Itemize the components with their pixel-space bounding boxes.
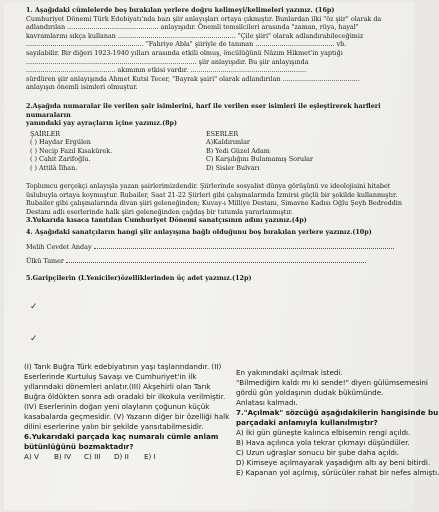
q6-options — [24, 452, 224, 462]
q7-line: gördü gün yoldaşının dudak bükümünde. — [236, 388, 384, 397]
works-column — [206, 130, 386, 172]
artist-name: Ülkü Tamer — [26, 257, 64, 265]
q6-line: Eserlerinde Kurtuluş Savaşı ve Cumhuriyet'in ilk — [24, 372, 197, 381]
q1-line: .................................................................................... şiir anlayışıdır. Bu şiir anlayışında — [26, 57, 309, 66]
answer-blank — [66, 256, 366, 263]
work-item: D) Sisler Bulvarı — [206, 163, 260, 172]
q1-line: sayılabilir. Bir diğeri 1923-1940 yılları arasında etkili olmuş, öncülüğünü Nâzım Hikmet'in yaptığı — [26, 48, 343, 57]
work-item: B) Yedi Güzel Adam — [206, 146, 270, 155]
q1-line: .......................................................... "Fahriye Abla" şiiriyle de tanınan ....................................... vb. — [26, 40, 347, 49]
q6-line: (I) Tarık Buğra Türk edebiyatının yaşı taşlarındandır. (II) — [24, 362, 222, 371]
q6-line: (IV) Eserlerinin doğan yeni olayların çoğunun küçük — [24, 402, 210, 411]
option[interactable]: E) Kapanan yol açılmış, sürücüler rahat bir nefes almıştı. — [236, 468, 439, 477]
poet-item: ( ) Cahit Zarifoğlu. — [30, 155, 91, 164]
q4-answer-row — [26, 240, 394, 254]
q7-line: Anlatası kalmadı. — [236, 398, 298, 407]
answer-blank — [94, 242, 394, 249]
question-7 — [236, 368, 439, 478]
q3-question: 3.Yukarıda kısaca tanıtılan Cumhuriyet Dönemi sanatçısının adını yazınız.(4p) — [26, 216, 307, 225]
option[interactable]: A) İki gün güneşte kalınca elbisemin rengi açıldı. — [236, 428, 411, 437]
q3-line: üslubuyla ortaya koymuştur. Rubailer, Saat 21-22 Şiirleri gibi çalışmalarında İzmirsi güçlü bir şekilde kullanmıştır. — [26, 190, 398, 199]
q2-heading-line: yanındaki yay ayraçların içine yazınız.(8p) — [26, 119, 178, 128]
q4-answers — [26, 240, 394, 268]
q1-line: kavramlarını sıkça kullanan .......................................................... "Çile şiiri" olarak adlandırabileceğimiz — [26, 31, 364, 40]
q6-line: dilini eserlerine yalın bir şekilde yansıtabilmesidir. — [24, 422, 204, 431]
poet-item: ( ) Haydar Ergülen — [30, 138, 91, 147]
question-5: 5.Garipçilerin (I.Yeniciler)özelliklerinden üç adet yazınız.(12p) — [26, 274, 252, 282]
check-mark: ✓ — [30, 302, 38, 312]
option[interactable]: D) II — [114, 452, 129, 461]
exam-sheet — [4, 2, 439, 510]
option[interactable]: B) Hava açılınca yola tekrar çıkmayı düşündüler. — [236, 438, 410, 447]
q1-line: adlandırılan ............................................. anlayışıdır. Önemli temsilcileri arasında "zaman, rüya, hayal" — [26, 23, 359, 32]
question-1 — [26, 6, 398, 92]
artist-name: Melih Cevdet Anday — [26, 243, 92, 251]
q3-line: Rubailer gibi çalışmalarında divan şiiri geleneğinden; Kuvay-ı Milliye Destanı, Simavne Kadısı Oğlu Şeyh Bedreddin — [26, 199, 402, 208]
q3-line: Destanı adlı eserlerinde halk şiiri geleneğinden çağdaş bir tutumla yararlanmıştır. — [26, 207, 293, 216]
works-title: ESERLER — [206, 130, 239, 138]
q7-question: 7."Açılmak" sözcüğü aşağıdakilerin hangisinde bu — [236, 408, 439, 417]
work-item: C) Karşılığını Bulamamış Sorular — [206, 155, 314, 164]
q6-question: 6.Yukarıdaki parçada kaç numaralı cümle anlam — [24, 432, 219, 441]
q1-line: anlayışın önemli isimleri olmuştur. — [26, 83, 138, 92]
q1-line: 1. Aşağıdaki cümlelerde boş bırakılan yerlere doğru kelimeyi/kelimeleri yazınız. (16p) — [26, 6, 335, 14]
option[interactable]: A) V — [24, 452, 39, 461]
option[interactable]: D) Kimseye açılmayarak yaşadığım altı ay beni bitirdi. — [236, 458, 431, 467]
q4-answer-row — [26, 254, 394, 268]
q6-line: kasabalarda geçmesidir. (V) Yazarın diğer bir özelliği halk — [24, 412, 230, 421]
q1-line: Cumhuriyet Dönemi Türk Edebiyatı'nda bazı şiir anlayışları ortaya çıkmıştır. Bunlardan ilki "öz şiir" olarak da — [26, 14, 382, 23]
option[interactable]: C) III — [84, 452, 101, 461]
question-6 — [24, 362, 230, 462]
question-4: 4. Aşağıdaki sanatçıların hangi şiir anlayışına bağlı olduğunu boş bırakılan yerlere yazınız.(10p) — [26, 228, 372, 236]
poet-item: ( ) Necip Fazıl Kısakürek. — [30, 146, 113, 155]
q3-line: Toplumcu gerçekçi anlayışla yazan şairlerimizdendir. Şiirlerinde sosyalist dünya görüşünü ve ideolojisini hitabet — [26, 182, 391, 190]
poet-item: ( ) Attilâ İlhan. — [30, 163, 78, 172]
question-2-heading — [26, 102, 398, 128]
option[interactable]: B) IV — [54, 452, 72, 461]
option[interactable]: C) Uzun uğraşlar sonucu bir şube daha açıldı. — [236, 448, 400, 457]
work-item: A)Kaldırımlar — [206, 138, 250, 147]
poets-title: ŞAİRLER — [30, 130, 61, 138]
question-3 — [26, 182, 402, 225]
check-mark: ✓ — [30, 334, 38, 344]
q6-line: Buğra öldükten sonra adı oradaki bir ilkokula verilmiştir. — [24, 392, 226, 401]
option[interactable]: E) I — [144, 452, 156, 461]
q7-question: parçadaki anlamıyla kullanılmıştır? — [236, 418, 378, 427]
q7-line: "Bilmediğim kaldı mı ki sende!" diyen gülümsemesini — [236, 378, 428, 387]
q1-line: sürdüren şiir anlayışında Ahmet Kutsi Tecer, "Bayrak şairi" olarak adlandırılan ...................................... — [26, 74, 360, 83]
poets-column — [30, 130, 180, 172]
q6-line: yıllarındaki dönemleri anlatır.(III) Akşehirli olan Tarık — [24, 382, 211, 391]
q7-line: En yakınındaki açılmak istedi. — [236, 368, 343, 377]
q6-question: bütünlüğünü bozmaktadır? — [24, 442, 134, 451]
q2-heading-line: 2.Aşağıda numaralar ile verilen şair isimlerini, harf ile verilen eser isimleri ile eşleştirerek harfleri numaraların — [26, 102, 381, 119]
q1-line: ............................................ akımının etkisi vardır. ......................................................... — [26, 66, 306, 75]
